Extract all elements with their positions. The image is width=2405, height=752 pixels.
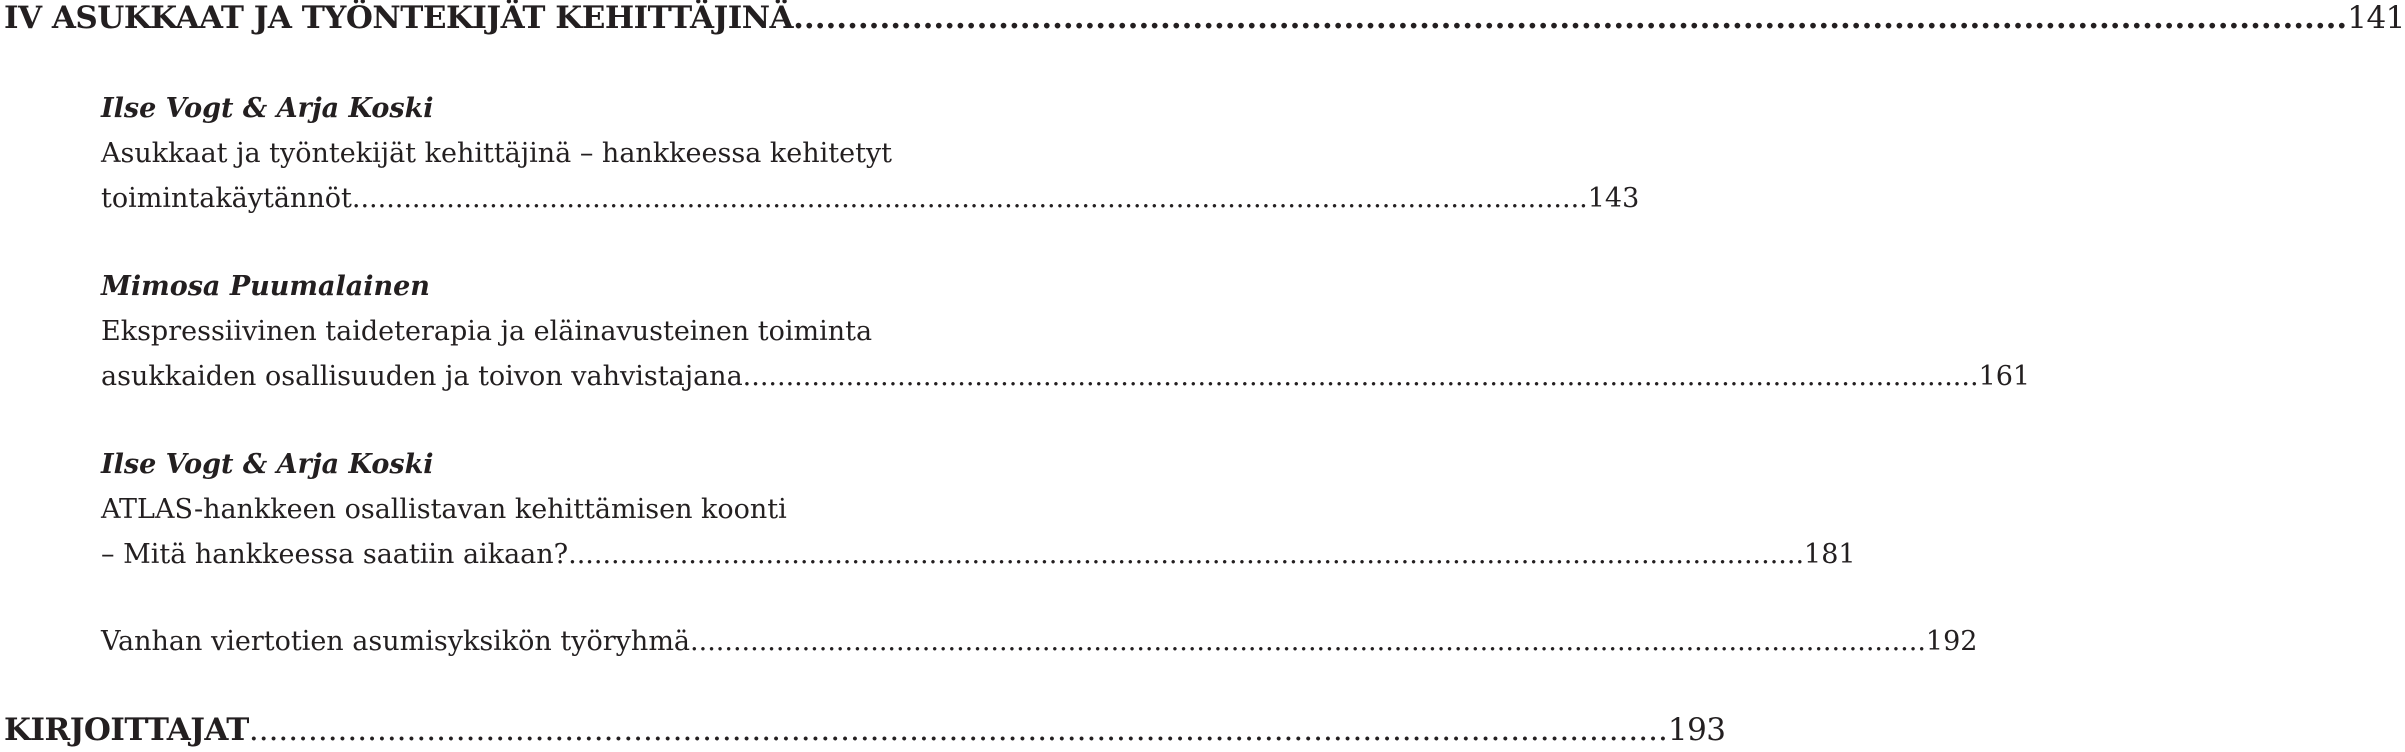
toc-page-number: 193: [1667, 712, 1726, 748]
toc-entry-last-line: [101, 183, 1640, 214]
toc-page-number: 143: [1587, 183, 1640, 214]
toc-entry-last-line: [101, 539, 1856, 570]
dot-leader: ................................................................................................................................................: [793, 0, 2348, 36]
toc-entry-title-line: Asukkaat ja työntekijät kehittäjinä – hankkeessa kehitetyt: [101, 138, 893, 169]
dot-leader: ................................................................................................................................................: [742, 361, 1979, 392]
toc-page-number: 161: [1978, 361, 2031, 392]
toc-page-number: 192: [1925, 626, 1978, 657]
dot-leader: ................................................................................................................................................: [248, 712, 1668, 748]
dot-leader: ................................................................................................................................................: [568, 539, 1805, 570]
toc-section-title: KIRJOITTAJAT: [4, 712, 249, 748]
toc-section-iv: [4, 0, 2405, 40]
toc-page-number: 141: [2347, 0, 2405, 36]
toc-section-kirjoittajat: [4, 712, 1726, 752]
toc-entry-title-line: ATLAS-hankkeen osallistavan kehittämisen koonti: [101, 494, 787, 525]
toc-author: Mimosa Puumalainen: [101, 271, 430, 302]
dot-leader: ................................................................................................................................................: [690, 626, 1926, 657]
toc-entry-title-end: asukkaiden osallisuuden ja toivon vahvistajana: [101, 361, 743, 392]
toc-page-number: 181: [1804, 539, 1856, 570]
toc-entry-last-line: [101, 361, 2031, 392]
toc-entry-title-end: Vanhan viertotien asumisyksikön työryhmä: [101, 626, 691, 657]
toc-section-title: IV ASUKKAAT JA TYÖNTEKIJÄT KEHITTÄJINÄ: [4, 0, 794, 36]
toc-author: Ilse Vogt & Arja Koski: [101, 93, 434, 124]
toc-entry-title-line: Ekspressiivinen taideterapia ja eläinavusteinen toiminta: [101, 316, 873, 347]
dot-leader: ................................................................................................................................................: [351, 183, 1588, 214]
toc-entry-title-end: – Mitä hankkeessa saatiin aikaan?: [101, 539, 569, 570]
toc-entry-title-end: toimintakäytännöt: [101, 183, 352, 214]
toc-author: Ilse Vogt & Arja Koski: [101, 449, 434, 480]
toc-entry-last-line: [101, 626, 1978, 657]
